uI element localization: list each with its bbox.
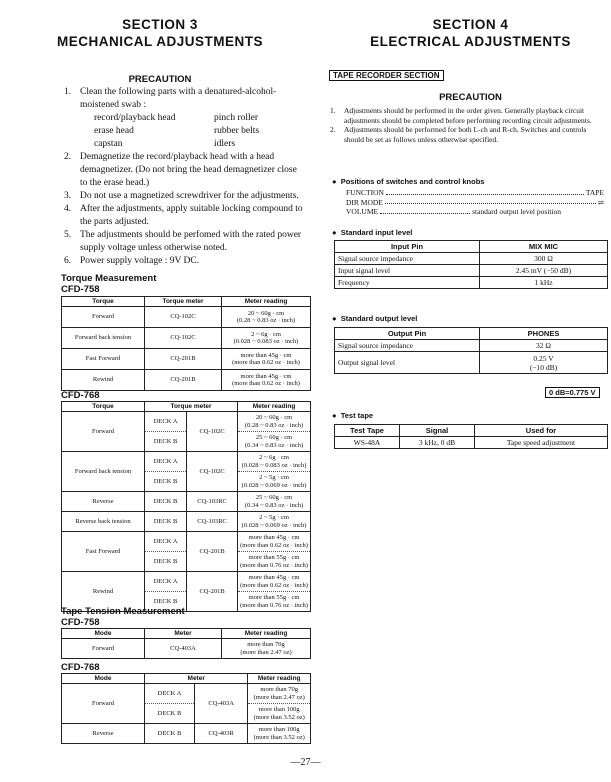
page-number: —27— bbox=[290, 757, 321, 768]
positions-heading: ● Positions of switches and control knobs bbox=[332, 177, 485, 186]
cfd768-label: CFD-768 bbox=[61, 390, 100, 401]
table-row: Fast Forward CQ-201B more than 45g · cm (more than 0.62 oz · inch) bbox=[62, 349, 311, 370]
list-item: VOLUME standard output level position bbox=[346, 207, 562, 216]
bullet-icon: ● bbox=[332, 314, 341, 323]
tape-recorder-section-label: TAPE RECORDER SECTION bbox=[329, 70, 444, 81]
test-tape-heading: ● Test tape bbox=[332, 411, 374, 420]
bullet-icon: ● bbox=[332, 228, 341, 237]
std-input-heading: ● Standard input level bbox=[332, 228, 413, 237]
table-row: Fast Forward DECK A CQ-201B more than 45g · cm (more than 0.62 oz · inch) bbox=[62, 532, 311, 552]
torque-table-cfd768: Torque Torque meter Meter reading Forward DECK A CQ-102C 20 ~ 60g · cm (0.28 ~ 0.83 oz · inch) DECK B 25 ~ 60g · cm (0.34 ~ 0.83 oz · inch) Forward back tension DECK A CQ-102C 2 ~ 6g · cm (0.028 ~ 0.083 oz · inch) DECK B 2 ~ 5g · cm (0.028 ~ 0.069 oz · inch) Reverse DECK B CQ-103RC 25 ~ 60g · cm (0.34 ~ 0.83 oz · inch) Reverse back tension DECK B CQ-103RC 2 ~ 5g · cm (0.028 ~ 0.069 oz · inch) Fast Forward DECK A CQ-201B more than 45g · cm (more than 0.62 oz · inch) DECK B more than 55g · cm (more than 0.76 oz · inch) Rewind DECK A CQ-201B more than 45g · cm (more than 0.62 oz · inch) DECK B more than 55g · cm (more than 0.76 oz · inch) bbox=[61, 401, 311, 612]
table-row: Forward DECK A CQ-102C 20 ~ 60g · cm (0.28 ~ 0.83 oz · inch) bbox=[62, 412, 311, 432]
precaution-list-right bbox=[330, 106, 608, 144]
list-item: 6. Power supply voltage : 9V DC. bbox=[64, 256, 200, 266]
bullet-icon: ● bbox=[332, 177, 341, 186]
list-item: 1. Clean the following parts with a denatured-alcohol-moistened swab : record/playback head pinch roller erase head rubber belts capstan idlers bbox=[64, 86, 304, 151]
table-row: Forward back tension DECK A CQ-102C 2 ~ 6g · cm (0.028 ~ 0.083 oz · inch) bbox=[62, 452, 311, 472]
tension-table-cfd768: Mode Meter Meter reading Forward DECK A CQ-403A more than 70g (more than 2.47 oz) DECK B more than 100g (more than 3.52 oz) Reverse DECK B CQ-403R more than 100g (more than 3.52 oz) bbox=[61, 673, 311, 744]
list-item: 4. After the adjustments, apply suitable locking compound to the parts adjusted. bbox=[64, 204, 303, 227]
table-row: DECK B 25 ~ 60g · cm (0.34 ~ 0.83 oz · inch) bbox=[62, 432, 311, 452]
section-3-heading bbox=[0, 16, 320, 50]
list-item: 1. Adjustments should be performed in the order given. Generally playback circuit adjustments should be completed before performing recording circuit adjustments. bbox=[330, 106, 592, 125]
list-item: 2. Adjustments should be performed for both L-ch and R-ch. Switches and controls should be set as follows unless otherwise specified. bbox=[330, 125, 587, 144]
list-item: FUNCTION TAPE bbox=[346, 188, 604, 197]
tension-heading: Tape Tension Measurement bbox=[61, 606, 185, 617]
table-row: Reverse DECK B CQ-103RC 25 ~ 60g · cm (0.34 ~ 0.83 oz · inch) bbox=[62, 492, 311, 512]
table-row: Forward CQ-403A more than 70g (more than 2.47 oz) bbox=[62, 639, 311, 659]
list-item: 3. Do not use a magnetized screwdriver for the adjustments. bbox=[64, 191, 299, 201]
section-number: SECTION 3 bbox=[122, 17, 198, 32]
table-row: Forward back tension CQ-102C 2 ~ 6g · cm (0.028 ~ 0.083 oz · inch) bbox=[62, 328, 311, 349]
swab-parts: record/playback head pinch roller erase head rubber belts capstan idlers bbox=[94, 113, 260, 149]
test-tape-table: Test Tape Signal Used for WS-48A 3 kHz, 0 dB Tape speed adjustment bbox=[334, 424, 608, 449]
torque-heading: Torque Measurement bbox=[61, 273, 157, 284]
table-row: DECK B more than 100g (more than 3.52 oz) bbox=[62, 704, 311, 724]
list-item: 5. The adjustments should be perfomed with the rated power supply voltage unless otherwise noted. bbox=[64, 230, 302, 253]
table-row: Frequency 1 kHz bbox=[335, 277, 608, 289]
torque-table-cfd758: Torque Torque meter Meter reading Forward CQ-102C 20 ~ 60g · cm (0.28 ~ 0.83 oz · inch) Forward back tension CQ-102C 2 ~ 6g · cm (0.028 ~ 0.083 oz · inch) Fast Forward CQ-201B more than 45g · cm (more than 0.62 oz · inch) Rewind CQ-201B more than 45g · cm (more than 0.62 oz · inch) bbox=[61, 296, 311, 391]
section-title: ELECTRICAL ADJUSTMENTS bbox=[370, 34, 571, 49]
table-row: DECK B 2 ~ 5g · cm (0.028 ~ 0.069 oz · inch) bbox=[62, 472, 311, 492]
table-row: Output signal level 0.25 V (−10 dB) bbox=[335, 352, 608, 374]
table-row: DECK B more than 55g · cm (more than 0.76 oz · inch) bbox=[62, 592, 311, 612]
table-row: Input signal level 2.45 mV (−50 dB) bbox=[335, 265, 608, 277]
precaution-list bbox=[64, 86, 304, 268]
output-table: Output Pin PHONES Signal source impedance 32 Ω Output signal level 0.25 V (−10 dB) bbox=[334, 327, 608, 374]
table-row: Forward CQ-102C 20 ~ 60g · cm (0.28 ~ 0.83 oz · inch) bbox=[62, 307, 311, 328]
cfd758-label-2: CFD-758 bbox=[61, 617, 100, 628]
table-row: WS-48A 3 kHz, 0 dB Tape speed adjustment bbox=[335, 437, 608, 449]
precaution-heading: PRECAUTION bbox=[128, 74, 192, 85]
bullet-icon: ● bbox=[332, 411, 341, 420]
precaution-heading-right: PRECAUTION bbox=[439, 92, 502, 103]
positions-list bbox=[346, 188, 604, 217]
table-row: Rewind DECK A CQ-201B more than 45g · cm (more than 0.62 oz · inch) bbox=[62, 572, 311, 592]
list-item: 2. Demagnetize the record/playback head with a head demagnetizer. (Do not bring the head demagnetizer close to the erase head.) bbox=[64, 152, 297, 188]
input-table: Input Pin MIX MIC Signal source impedance 300 Ω Input signal level 2.45 mV (−50 dB) Frequency 1 kHz bbox=[334, 240, 608, 289]
section-4-heading bbox=[330, 16, 611, 50]
table-row: Signal source impedance 32 Ω bbox=[335, 340, 608, 352]
cfd758-label: CFD-758 bbox=[61, 284, 100, 295]
table-row: Signal source impedance 300 Ω bbox=[335, 253, 608, 265]
list-item: DIR MODE ⇌ bbox=[346, 197, 604, 207]
cfd768-label-2: CFD-768 bbox=[61, 662, 100, 673]
table-row: DECK B more than 55g · cm (more than 0.76 oz · inch) bbox=[62, 552, 311, 572]
table-row: Reverse DECK B CQ-403R more than 100g (more than 3.52 oz) bbox=[62, 724, 311, 744]
table-row: Rewind CQ-201B more than 45g · cm (more than 0.62 oz · inch) bbox=[62, 370, 311, 391]
section-title: MECHANICAL ADJUSTMENTS bbox=[56, 34, 263, 49]
table-row: Forward DECK A CQ-403A more than 70g (more than 2.47 oz) bbox=[62, 684, 311, 704]
table-row: Reverse back tension DECK B CQ-103RC 2 ~ 5g · cm (0.028 ~ 0.069 oz · inch) bbox=[62, 512, 311, 532]
section-number: SECTION 4 bbox=[432, 17, 509, 32]
std-output-heading: ● Standard output level bbox=[332, 314, 418, 323]
tension-table-cfd758: Mode Meter Meter reading Forward CQ-403A more than 70g (more than 2.47 oz) bbox=[61, 628, 311, 659]
db-note: 0 dB=0.775 V bbox=[545, 387, 600, 398]
